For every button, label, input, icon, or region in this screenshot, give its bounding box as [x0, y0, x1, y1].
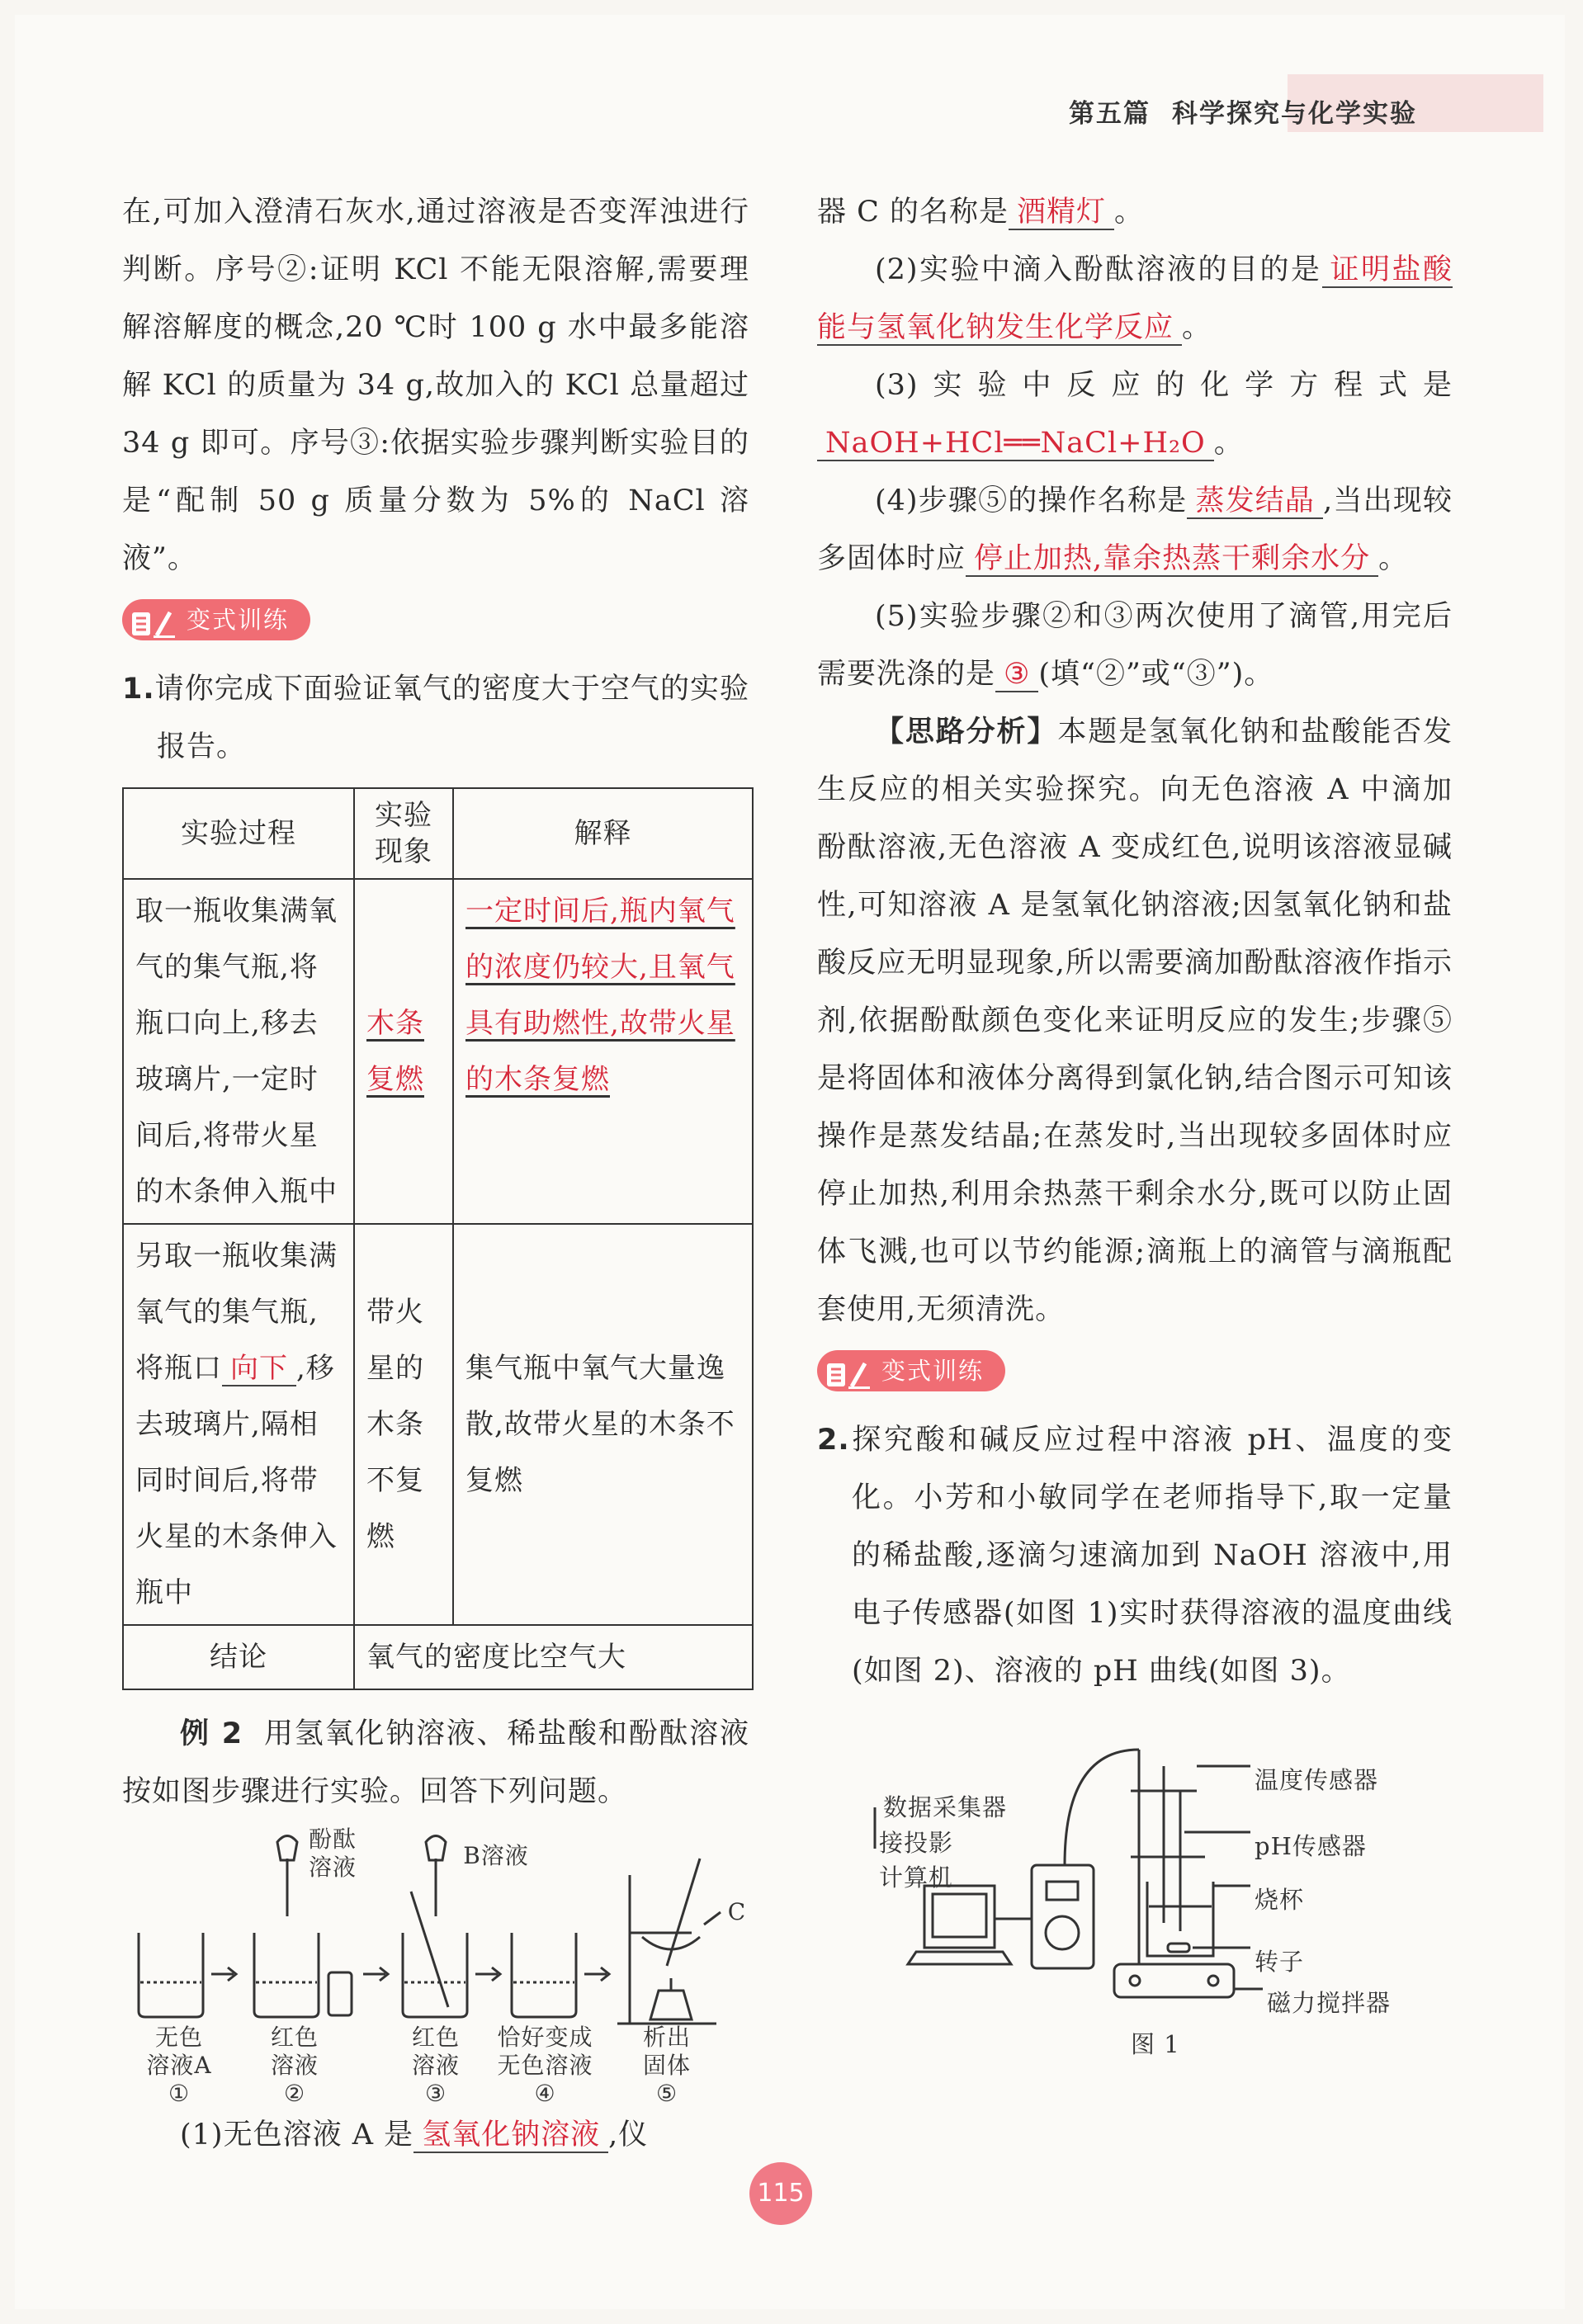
- sub4-before: (4)步骤⑤的操作名称是: [875, 484, 1188, 517]
- label-phenolphthalein: 酚酞溶液: [308, 1826, 357, 1881]
- step-3-label: [390, 2024, 481, 2108]
- step-line2: 溶液: [270, 2052, 319, 2079]
- sub5-after: (填“②”或“③”)。: [1038, 658, 1274, 691]
- question-number: 1.: [122, 673, 155, 706]
- row2-process-after: ,移去玻璃片,隔相同时间后,将带火星的木条伸入瓶中: [135, 1352, 338, 1609]
- left-column: [122, 183, 749, 2164]
- row1-process: 取一瓶收集满氧气的集气瓶,将瓶口向上,移去玻璃片,一定时间后,将带火星的木条伸入瓶中: [123, 879, 354, 1224]
- table-header-row: [123, 788, 753, 879]
- sub-question-4: [817, 472, 1453, 588]
- step-1-label: [134, 2024, 224, 2108]
- sub5-before: (5)实验步骤②和③两次使用了滴管,用完后需要洗涤的是: [817, 600, 1453, 691]
- conclusion-text: 氧气的密度比空气大: [354, 1625, 753, 1689]
- step-number: ⑤: [655, 2080, 678, 2107]
- sub3-after: 。: [1213, 427, 1244, 460]
- sub3-before: (3)实验中反应的化学方程式是: [875, 369, 1453, 402]
- sub1-cont-before: 器 C 的名称是: [817, 196, 1009, 229]
- question-number: 2.: [817, 1424, 850, 1457]
- header-process: 实验过程: [123, 788, 354, 879]
- sub4-answer1: 蒸发结晶: [1187, 484, 1323, 519]
- variant-training-tag: [122, 599, 310, 640]
- sub4-middle: ,当出现较多固体时应: [817, 484, 1453, 575]
- label-magnetic-stirrer: 磁力搅拌器: [1267, 1989, 1392, 2017]
- example-text: 用氢氧化钠溶液、稀盐酸和酚酞溶液按如图步骤进行实验。回答下列问题。: [122, 1717, 749, 1808]
- sub2-after: 。: [1182, 311, 1212, 344]
- stir-bar: [1168, 1944, 1189, 1952]
- intro-paragraph: 在,可加入澄清石灰水,通过溶液是否变浑浊进行判断。序号②:证明 KCl 不能无限溶解,需要理解溶解度的概念,20 ℃时 100 g 水中最多能溶解 KCl 的质量为 34 g,故加入的 KCl 总量超过 34 g 即可。序号③:依据实验步骤判断实验目的是“配制 50 g 质量分数为 5%的 NaCl 溶液”。: [122, 196, 749, 575]
- sub-question-3: [817, 357, 1453, 472]
- label-data-collector: 数据采集器: [883, 1793, 1008, 1821]
- evaporating-dish: [642, 1937, 700, 1949]
- alcohol-lamp: [650, 1991, 692, 2019]
- step-line1: 红色: [411, 2024, 460, 2051]
- step-line2: 溶液A: [146, 2052, 212, 2079]
- sub-question-2: [817, 241, 1453, 357]
- step-number: ①: [168, 2080, 191, 2107]
- row2-explanation: 集气瓶中氧气大量逸散,故带火星的木条不复燃: [453, 1224, 753, 1625]
- step-line2: 固体: [642, 2052, 691, 2079]
- experiment-report-table: [122, 787, 754, 1690]
- magnetic-stirrer: [1114, 1964, 1234, 1997]
- page-number: 115: [749, 2162, 812, 2225]
- part-label: 第五篇: [1069, 99, 1151, 129]
- running-header: [1069, 92, 1439, 130]
- label-temp-sensor: 温度传感器: [1255, 1766, 1379, 1794]
- tag-label: 变式训练: [187, 606, 290, 634]
- sub1-answer: 氢氧化钠溶液: [413, 2119, 608, 2153]
- conclusion-label: 结论: [123, 1625, 354, 1689]
- step-number: ②: [283, 2080, 306, 2107]
- step-5-label: [621, 2024, 712, 2108]
- label-c: C: [727, 1898, 747, 1925]
- table-row: [123, 879, 753, 1224]
- book-pencil-icon: [824, 1354, 873, 1387]
- step-line1: 析出: [642, 2024, 691, 2051]
- step-number: ④: [534, 2080, 556, 2107]
- row1-explanation: [453, 879, 753, 1224]
- table-row: [123, 1625, 753, 1689]
- sub-question-1: [122, 2106, 749, 2164]
- sub1-before: (1)无色溶液 A 是: [180, 2119, 414, 2152]
- sub4-after: 。: [1378, 542, 1409, 575]
- analysis-text: 本题是氢氧化钠和盐酸能否发生反应的相关实验探究。向无色溶液 A 中滴加酚酞溶液,无色溶液 A 变成红色,说明该溶液显碱性,可知溶液 A 是氢氧化钠溶液;因氢氧化钠和盐酸反应无明显现象,所以需要滴加酚酞溶液作指示剂,依据酚酞颜色变化来证明反应的发生;步骤⑤是将固体和液体分离得到氯化钠,结合图示可知该操作是蒸发结晶;在蒸发时,当出现较多固体时应停止加热,利用余热蒸干剩余水分,既可以防止固体飞溅,也可以节约能源;滴瓶上的滴管与滴瓶配套使用,无须清洗。: [817, 716, 1453, 1326]
- sub1-cont-answer: 酒精灯: [1009, 196, 1114, 230]
- figure-1-caption: 图 1: [1131, 2030, 1180, 2058]
- question-2: [817, 1411, 1453, 1700]
- sub-question-1-cont: [817, 183, 1453, 241]
- experiment-steps-diagram: [122, 1826, 758, 2106]
- beaker-1: [139, 1933, 203, 2017]
- step-line1: 恰好变成: [497, 2024, 593, 2051]
- header-phenomenon: 实验现象: [354, 788, 453, 879]
- row1-phenomenon-answer: 木条复燃: [366, 1007, 424, 1096]
- right-column: [817, 183, 1453, 2063]
- step-4-label: [494, 2024, 597, 2108]
- row1-explanation-answer: 一定时间后,瓶内氧气的浓度仍较大,且氧气具有助燃性,故带火星的木条复燃: [465, 895, 735, 1096]
- step-number: ③: [424, 2080, 447, 2107]
- sub1-cont-after: 。: [1114, 196, 1145, 229]
- label-beaker: 烧杯: [1255, 1886, 1305, 1914]
- label-projector: 接投影: [879, 1829, 954, 1857]
- question-1: [122, 660, 749, 776]
- question-text: 探究酸和碱反应过程中溶液 pH、温度的变化。小芳和小敏同学在老师指导下,取一定量的稀盐酸,逐滴匀速滴加到 NaOH 溶液中,用电子传感器(如图 1)实时获得溶液的温度曲线(如图 2)、溶液的 pH 曲线(如图 3)。: [849, 1424, 1453, 1688]
- sub2-answer: 证明盐酸能与氢氧化钠发生化学反应: [817, 253, 1453, 344]
- step-line1: 无色: [154, 2024, 203, 2051]
- sub-question-5: [817, 588, 1453, 703]
- question-text: 请你完成下面验证氧气的密度大于空气的实验报告。: [154, 673, 749, 763]
- row2-phenomenon: 带火星的木条不复燃: [354, 1224, 453, 1625]
- label-computer: 计算机: [879, 1863, 954, 1892]
- header-explanation: 解释: [453, 788, 753, 879]
- beaker-2: [254, 1933, 319, 2017]
- figure-1-sensor-setup: [817, 1717, 1453, 2063]
- step-line2: 溶液: [411, 2052, 460, 2079]
- step-line1: 红色: [270, 2024, 319, 2051]
- variant-training-tag: [817, 1350, 1005, 1391]
- row2-process: [123, 1224, 354, 1625]
- tag-label: 变式训练: [881, 1357, 985, 1385]
- example-2: [122, 1705, 749, 1821]
- label-stir-bar: 转子: [1255, 1948, 1305, 1976]
- row2-process-before: 另取一瓶收集满氧气的集气瓶,将瓶口: [135, 1240, 338, 1385]
- step-2-label: [249, 2024, 340, 2108]
- row1-phenomenon: [354, 879, 453, 1224]
- part-title: 科学探究与化学实验: [1172, 99, 1417, 129]
- beaker-4: [512, 1933, 576, 2017]
- sub2-before: (2)实验中滴入酚酞溶液的目的是: [875, 253, 1322, 286]
- example-label: 例 2: [180, 1717, 243, 1750]
- table-row: [123, 1224, 753, 1625]
- analysis-paragraph: [817, 703, 1453, 1339]
- analysis-head: 【思路分析】: [875, 716, 1058, 749]
- row2-process-answer: 向下: [222, 1352, 296, 1386]
- label-ph-sensor: pH传感器: [1255, 1832, 1367, 1860]
- sub3-answer: NaOH+HCl══NaCl+H₂O: [817, 427, 1214, 461]
- sub5-answer: ③: [995, 658, 1038, 692]
- sub1-after: ,仪: [608, 2119, 649, 2152]
- sub4-answer2: 停止加热,靠余热蒸干剩余水分: [966, 542, 1378, 577]
- label-b-solution: B溶液: [463, 1842, 529, 1869]
- beaker-3: [403, 1933, 467, 2017]
- book-pencil-icon: [129, 603, 178, 636]
- step-line2: 无色溶液: [497, 2052, 593, 2079]
